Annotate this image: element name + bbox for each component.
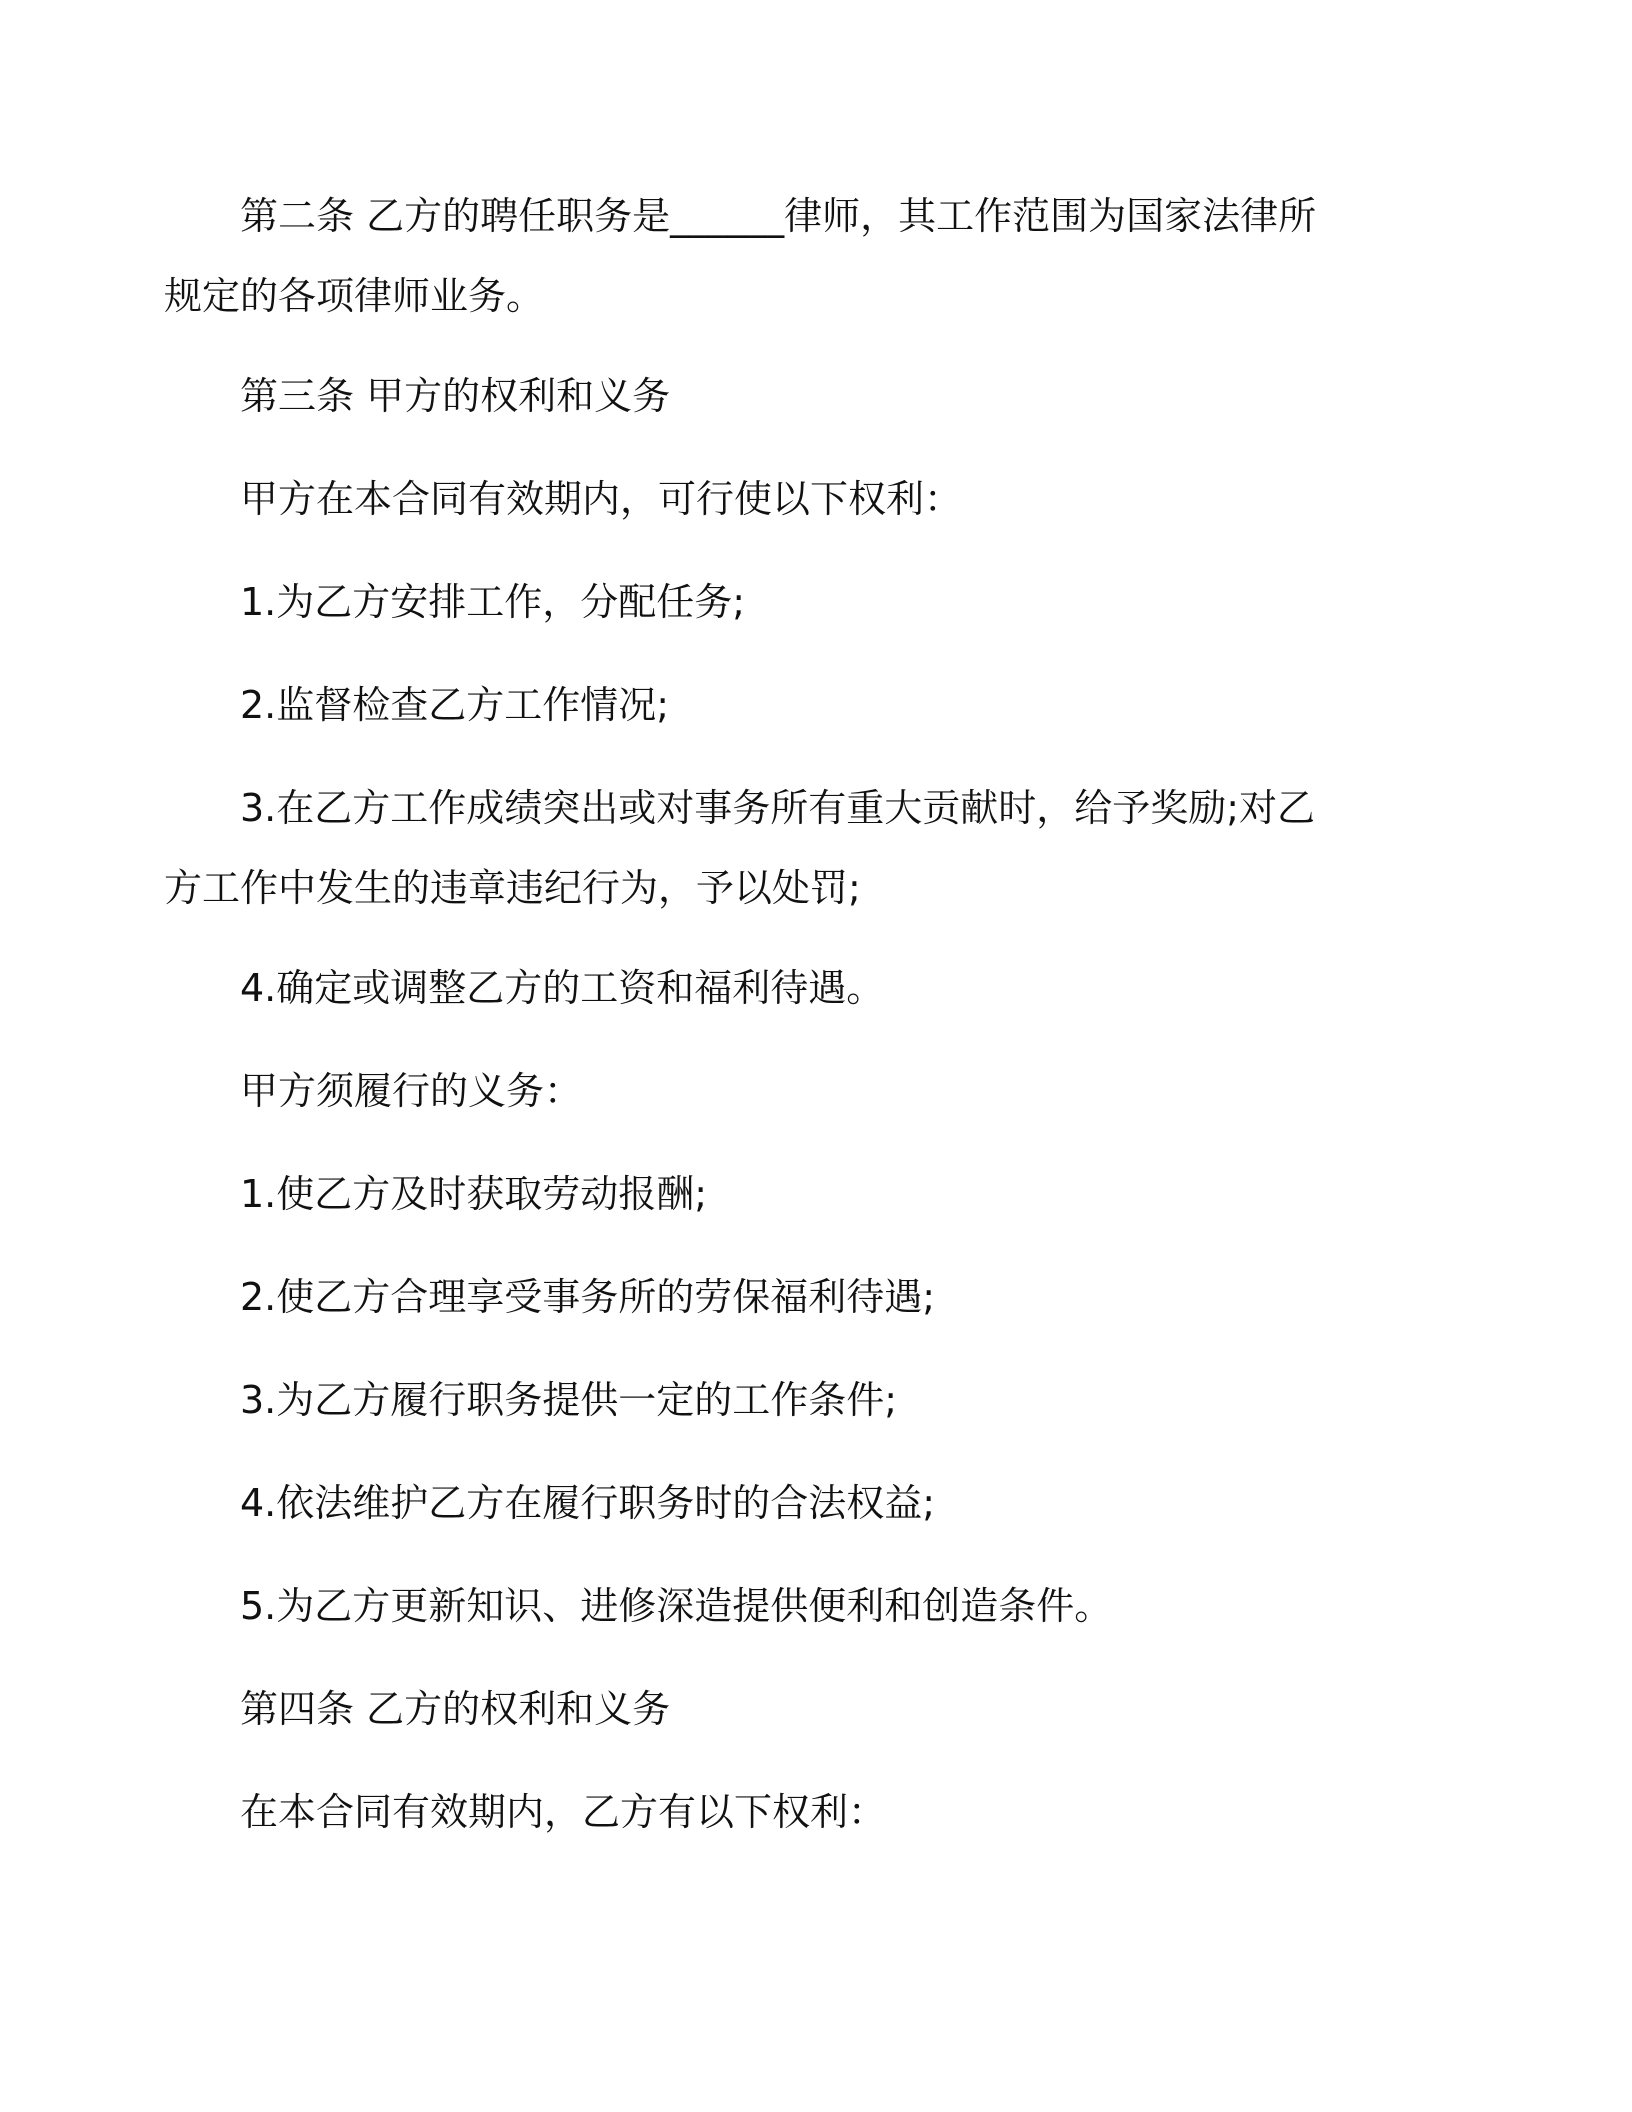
paragraph-article-2 <box>164 176 1370 336</box>
list-item <box>240 1566 1370 1646</box>
list-item <box>240 665 1370 745</box>
text-line: 甲方在本合同有效期内，可行使以下权利： <box>240 477 963 521</box>
list-item <box>240 1154 1370 1234</box>
text-line: 4.确定或调整乙方的工资和福利待遇。 <box>240 966 885 1010</box>
list-item <box>240 1360 1370 1440</box>
text-line: 3.为乙方履行职务提供一定的工作条件; <box>240 1378 898 1422</box>
text-line: 甲方须履行的义务： <box>240 1069 583 1113</box>
heading-article-3 <box>240 356 1370 436</box>
text-line: 1.使乙方及时获取劳动报酬; <box>240 1172 708 1216</box>
text-line: 规定的各项律师业务。 <box>164 274 545 318</box>
list-item <box>240 1257 1370 1337</box>
text-line: 5.为乙方更新知识、进修深造提供便利和创造条件。 <box>240 1584 1113 1628</box>
heading-article-4 <box>240 1669 1370 1749</box>
text-line: 第三条 甲方的权利和义务 <box>240 374 671 418</box>
paragraph-party-a-rights-intro <box>240 459 1370 539</box>
text-line: 2.监督检查乙方工作情况; <box>240 683 670 727</box>
list-item <box>164 768 1370 928</box>
paragraph-party-b-rights-intro <box>240 1772 1370 1852</box>
list-item <box>240 1463 1370 1543</box>
text-line: 方工作中发生的违章违纪行为，予以处罚; <box>164 866 861 910</box>
list-item <box>240 562 1370 642</box>
text-line: 第四条 乙方的权利和义务 <box>240 1687 671 1731</box>
text-line: 在本合同有效期内，乙方有以下权利： <box>240 1790 887 1834</box>
text-line: 1.为乙方安排工作，分配任务; <box>240 580 746 624</box>
paragraph-party-a-duties-intro <box>240 1051 1370 1131</box>
list-item <box>240 948 1370 1028</box>
text-line: 4.依法维护乙方在履行职务时的合法权益; <box>240 1481 936 1525</box>
text-line: 3.在乙方工作成绩突出或对事务所有重大贡献时，给予奖励;对乙 <box>240 786 1316 830</box>
text-line: 2.使乙方合理享受事务所的劳保福利待遇; <box>240 1275 936 1319</box>
text-line: 第二条 乙方的聘任职务是______律师，其工作范围为国家法律所 <box>240 194 1317 238</box>
